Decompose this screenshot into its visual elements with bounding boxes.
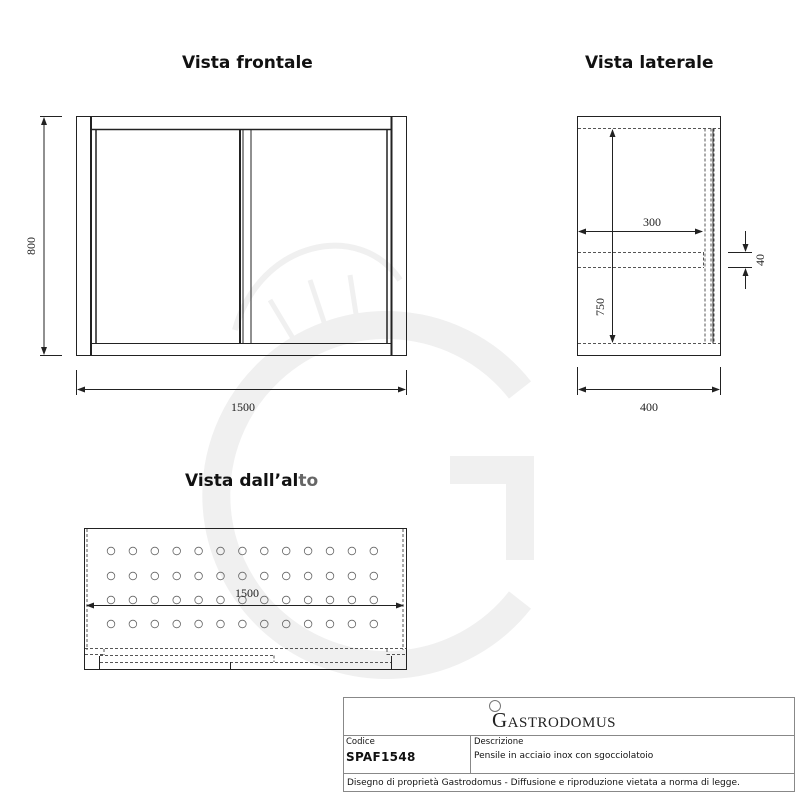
drain-hole [151, 620, 159, 628]
drain-hole [304, 547, 312, 555]
drain-hole [173, 572, 181, 580]
drain-hole [326, 572, 334, 580]
side-depth-dim: 400 [640, 400, 658, 414]
drain-hole [107, 547, 115, 555]
side-shelf-depth-dim: 300 [643, 215, 661, 229]
front-view [40, 117, 407, 396]
drain-hole [370, 547, 378, 555]
side-view [578, 117, 753, 396]
drain-hole [326, 596, 334, 604]
code-cell [344, 736, 471, 773]
drain-hole [261, 572, 269, 580]
drain-hole [282, 572, 290, 580]
drain-hole [151, 596, 159, 604]
drain-hole [326, 620, 334, 628]
brand-logo: GASTRODOMUS [492, 708, 617, 732]
top-width-dim: 1500 [235, 586, 259, 600]
side-shelf-thickness-dim: 40 [753, 254, 767, 266]
drain-hole [261, 547, 269, 555]
description-label: Descrizione [474, 737, 524, 747]
code-label: Codice [346, 737, 375, 747]
brand-row [344, 698, 794, 736]
drain-hole [370, 596, 378, 604]
top-view-title [185, 471, 318, 491]
drain-hole [173, 596, 181, 604]
front-height-dim: 800 [24, 237, 38, 255]
drain-hole [239, 620, 247, 628]
drain-hole [304, 572, 312, 580]
drain-hole [107, 572, 115, 580]
top-view-title-tail: to [298, 471, 319, 491]
drain-hole [107, 596, 115, 604]
watermark-logo [216, 246, 520, 665]
drain-hole [195, 620, 203, 628]
drain-hole [326, 547, 334, 555]
drain-hole [129, 547, 137, 555]
drain-hole [129, 572, 137, 580]
drain-hole [173, 547, 181, 555]
front-view-title: Vista frontale [182, 53, 313, 73]
ownership-notice: Disegno di proprietà Gastrodomus - Diffusione e riproduzione vietata a norma di legge. [347, 778, 740, 788]
drain-hole [348, 572, 356, 580]
side-view-title: Vista laterale [585, 53, 714, 73]
side-inner-height-dim: 750 [593, 298, 607, 316]
drain-hole [370, 620, 378, 628]
drain-hole [370, 572, 378, 580]
drain-hole [348, 620, 356, 628]
description-value: Pensile in acciaio inox con sgocciolatoio [474, 751, 654, 761]
drain-hole [217, 596, 225, 604]
title-block [343, 697, 795, 792]
drain-hole [195, 596, 203, 604]
drain-hole [282, 596, 290, 604]
drain-hole [151, 547, 159, 555]
description-cell [471, 736, 794, 773]
drain-hole [129, 620, 137, 628]
drain-hole [304, 596, 312, 604]
drain-hole [129, 596, 137, 604]
product-info-row [344, 736, 794, 774]
front-width-dim: 1500 [231, 400, 255, 414]
top-view-title-main: Vista dall’al [185, 471, 299, 491]
drain-hole [282, 547, 290, 555]
drain-hole [195, 547, 203, 555]
drain-hole [195, 572, 203, 580]
drain-hole [304, 620, 312, 628]
drain-hole [151, 572, 159, 580]
drain-hole [173, 620, 181, 628]
drain-hole [217, 620, 225, 628]
drain-hole [348, 547, 356, 555]
code-value: SPAF1548 [346, 750, 416, 764]
drain-hole [107, 620, 115, 628]
drain-hole [348, 596, 356, 604]
